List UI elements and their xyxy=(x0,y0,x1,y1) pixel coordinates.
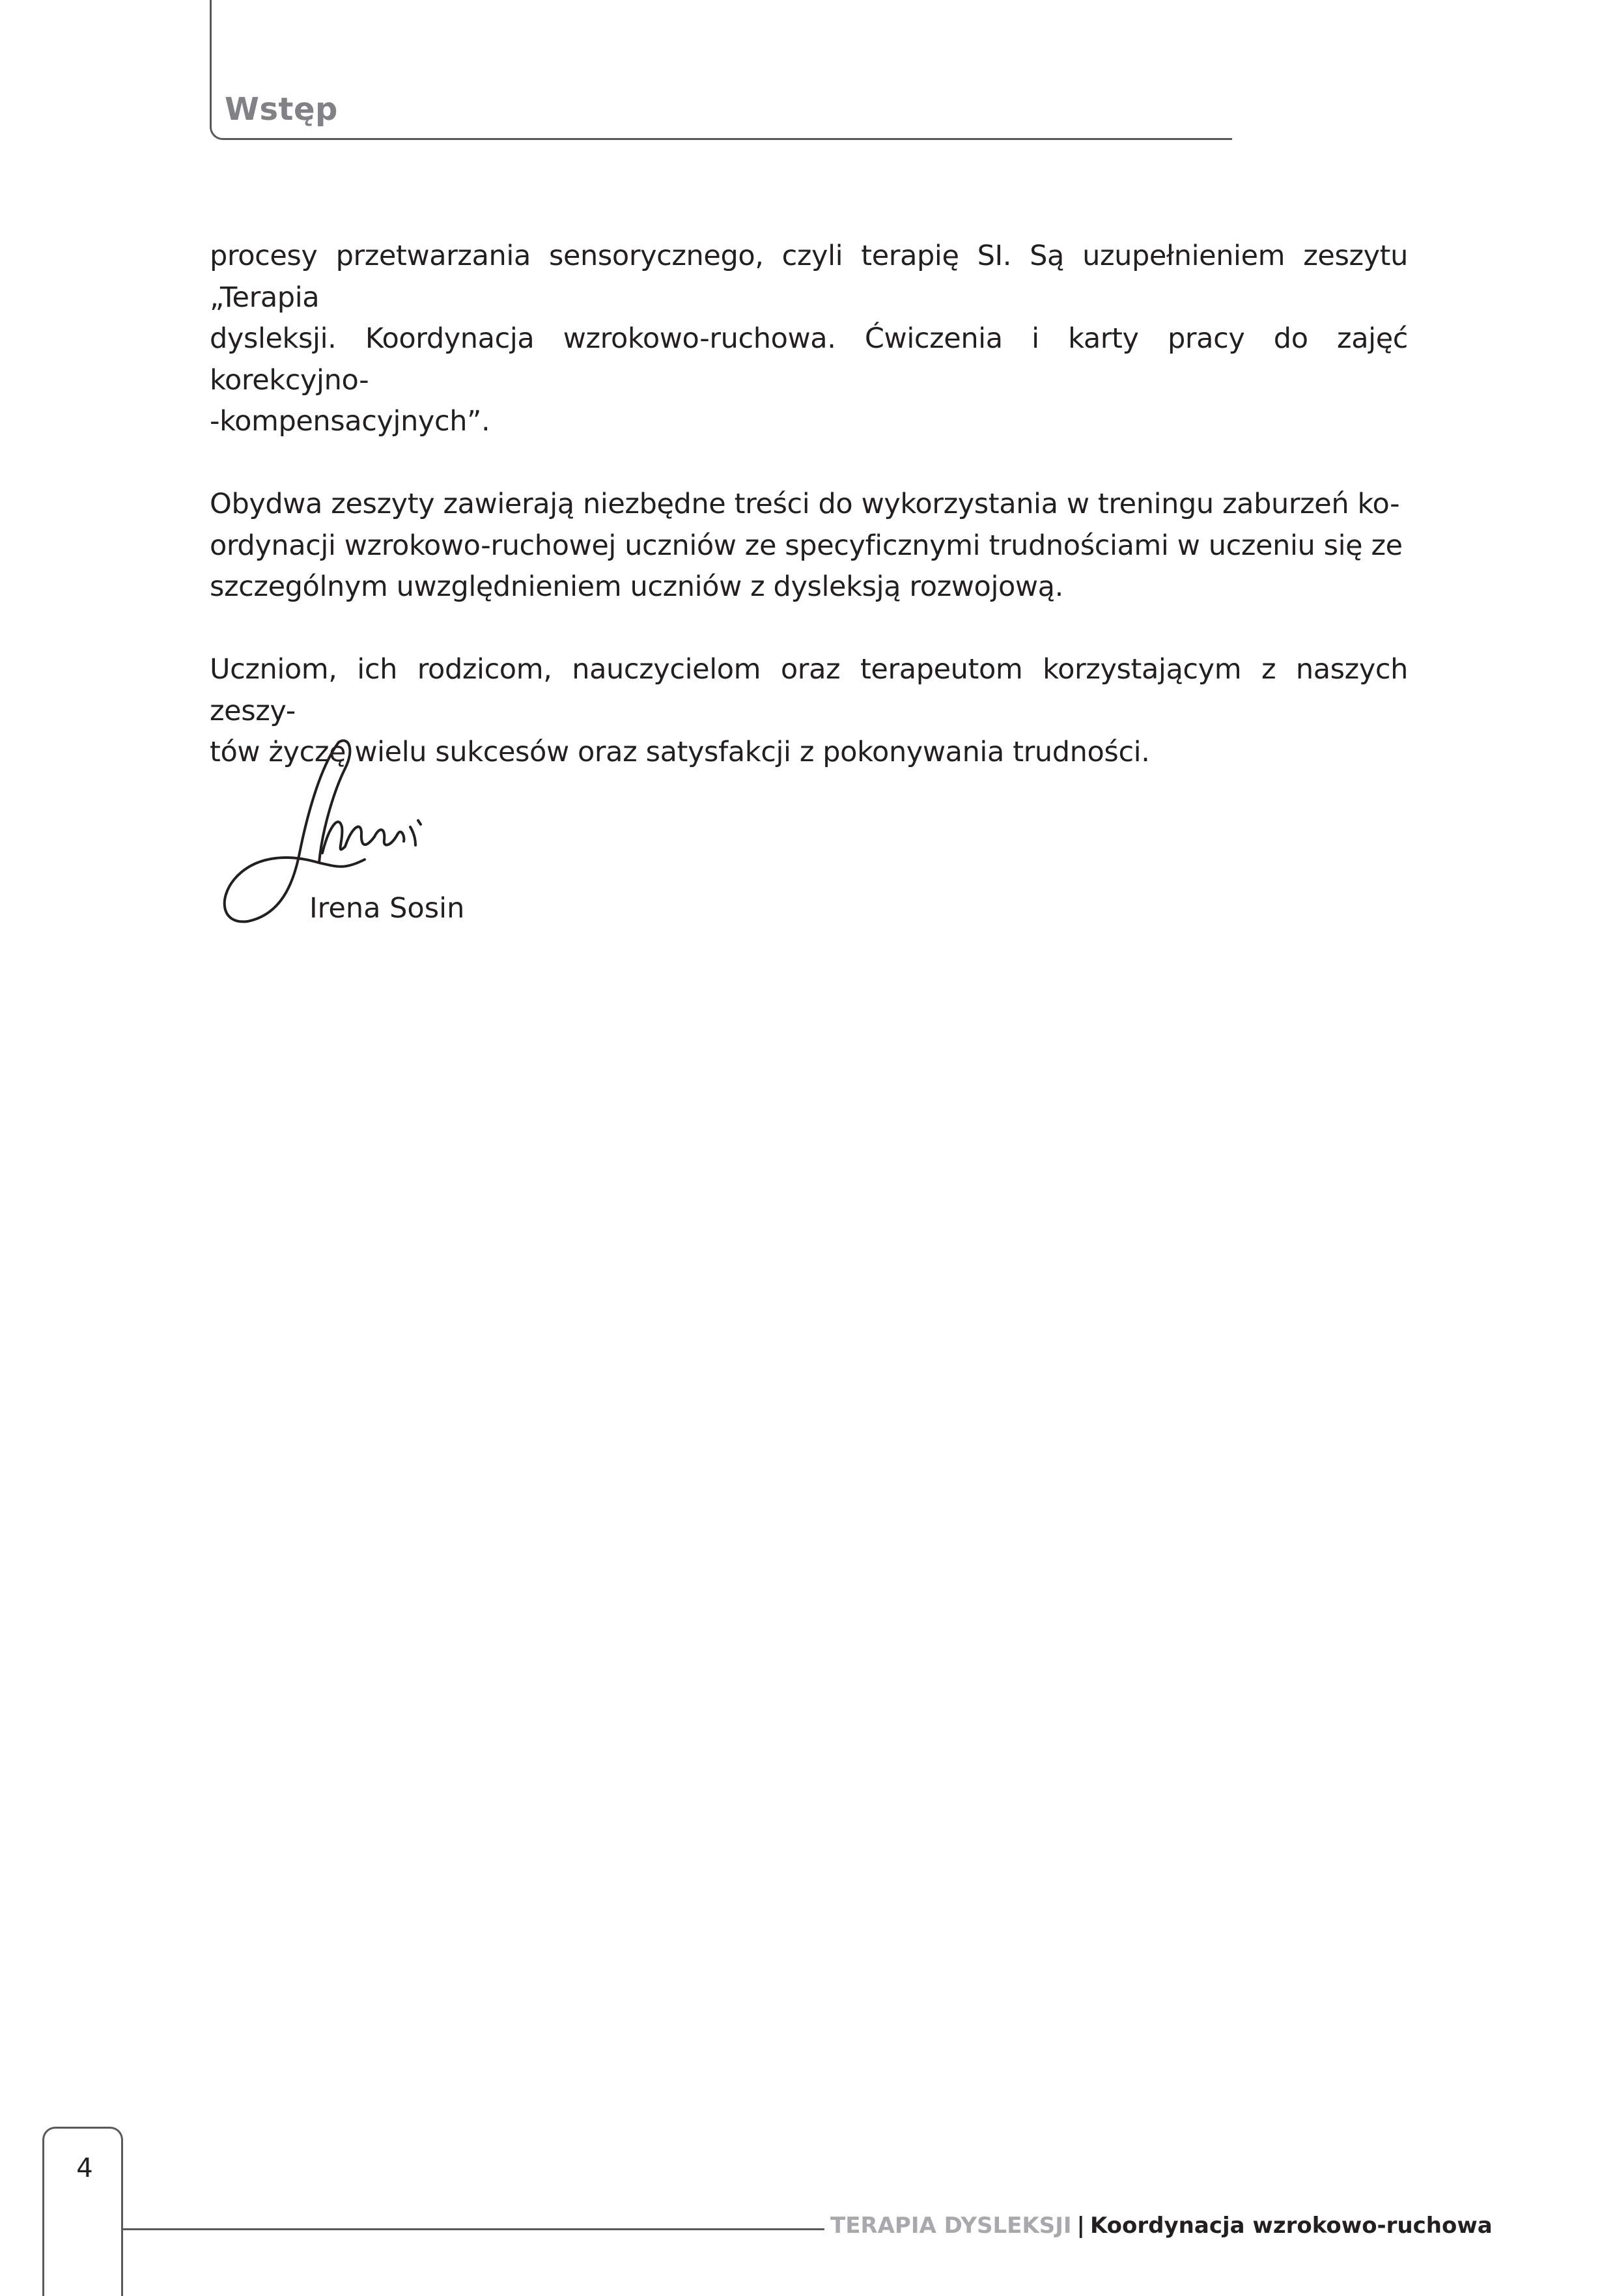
footer-subtitle: Koordynacja wzrokowo-ruchowa xyxy=(1089,2213,1493,2239)
signer-name: Irena Sosin xyxy=(309,892,465,925)
header-frame xyxy=(210,0,1232,140)
page-number-box xyxy=(42,2127,123,2296)
text-line: -kompensacyjnych”. xyxy=(210,405,490,438)
text-line: Uczniom, ich rodzicom, nauczycielom oraz terapeutom korzystającym z naszych zeszy- xyxy=(210,653,1408,727)
text-line: procesy przetwarzania sensorycznego, czyli terapię SI. Są uzupełnieniem zeszytu „Terapia xyxy=(210,240,1408,314)
footer-series: TERAPIA DYSLEKSJI xyxy=(830,2213,1072,2239)
section-title: Wstęp xyxy=(225,91,338,128)
footer-rule xyxy=(121,2228,824,2230)
paragraph-1 xyxy=(210,236,1408,443)
footer-running-title xyxy=(830,2213,1493,2239)
text-line: ordynacji wzrokowo-ruchowej uczniów ze specyficznymi trudnościami w uczeniu się ze xyxy=(210,529,1403,562)
paragraph-2 xyxy=(210,484,1408,608)
text-line: tów życzę wielu sukcesów oraz satysfakcji z pokonywania trudności. xyxy=(210,736,1150,768)
text-line: dysleksji. Koordynacja wzrokowo-ruchowa. Ćwiczenia i karty pracy do zajęć korekcyjno- xyxy=(210,322,1408,397)
footer-separator: | xyxy=(1076,2213,1085,2239)
text-line: Obydwa zeszyty zawierają niezbędne treści do wykorzystania w treningu zaburzeń ko- xyxy=(210,488,1400,520)
body-text xyxy=(210,236,1408,815)
page-number: 4 xyxy=(76,2153,93,2183)
text-line: szczególnym uwzględnieniem uczniów z dysleksją rozwojową. xyxy=(210,570,1063,603)
